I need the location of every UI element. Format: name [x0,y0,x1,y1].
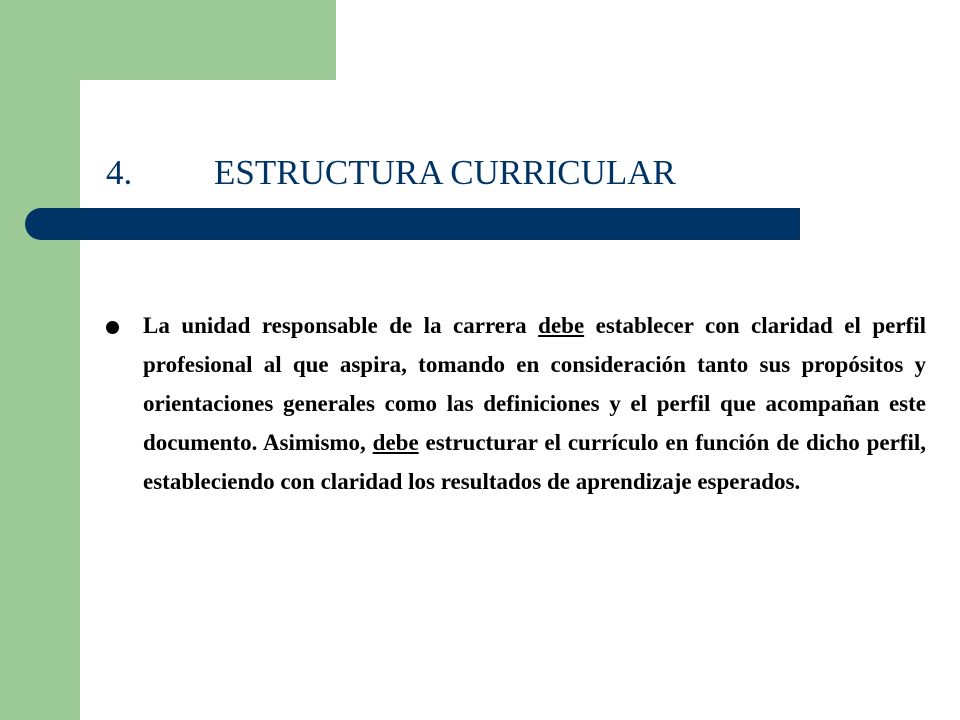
title-number: 4. [106,153,133,192]
title-text: ESTRUCTURA CURRICULAR [214,153,676,192]
paragraph-text: La unidad responsable de la carrera [143,313,539,338]
slide-title [106,148,676,198]
emphasis-debe: debe [372,430,419,455]
green-side-column [0,0,80,720]
green-top-band [0,0,336,80]
bullet-dot-icon [106,321,119,334]
emphasis-debe: debe [538,313,585,338]
paragraph-text: establecer con claridad el perfil profesional al que aspira, tomando en consideración tanto sus propósitos y orientaciones generales como las definiciones y el perfil que acompañan este documento. Asimismo, [143,313,926,455]
paragraph-text: estructurar el currículo en función de dicho perfil, estableciendo con claridad los resultados de aprendizaje esperados. [143,430,926,494]
bullet-paragraph [143,306,926,501]
title-underline-bar [25,208,800,240]
